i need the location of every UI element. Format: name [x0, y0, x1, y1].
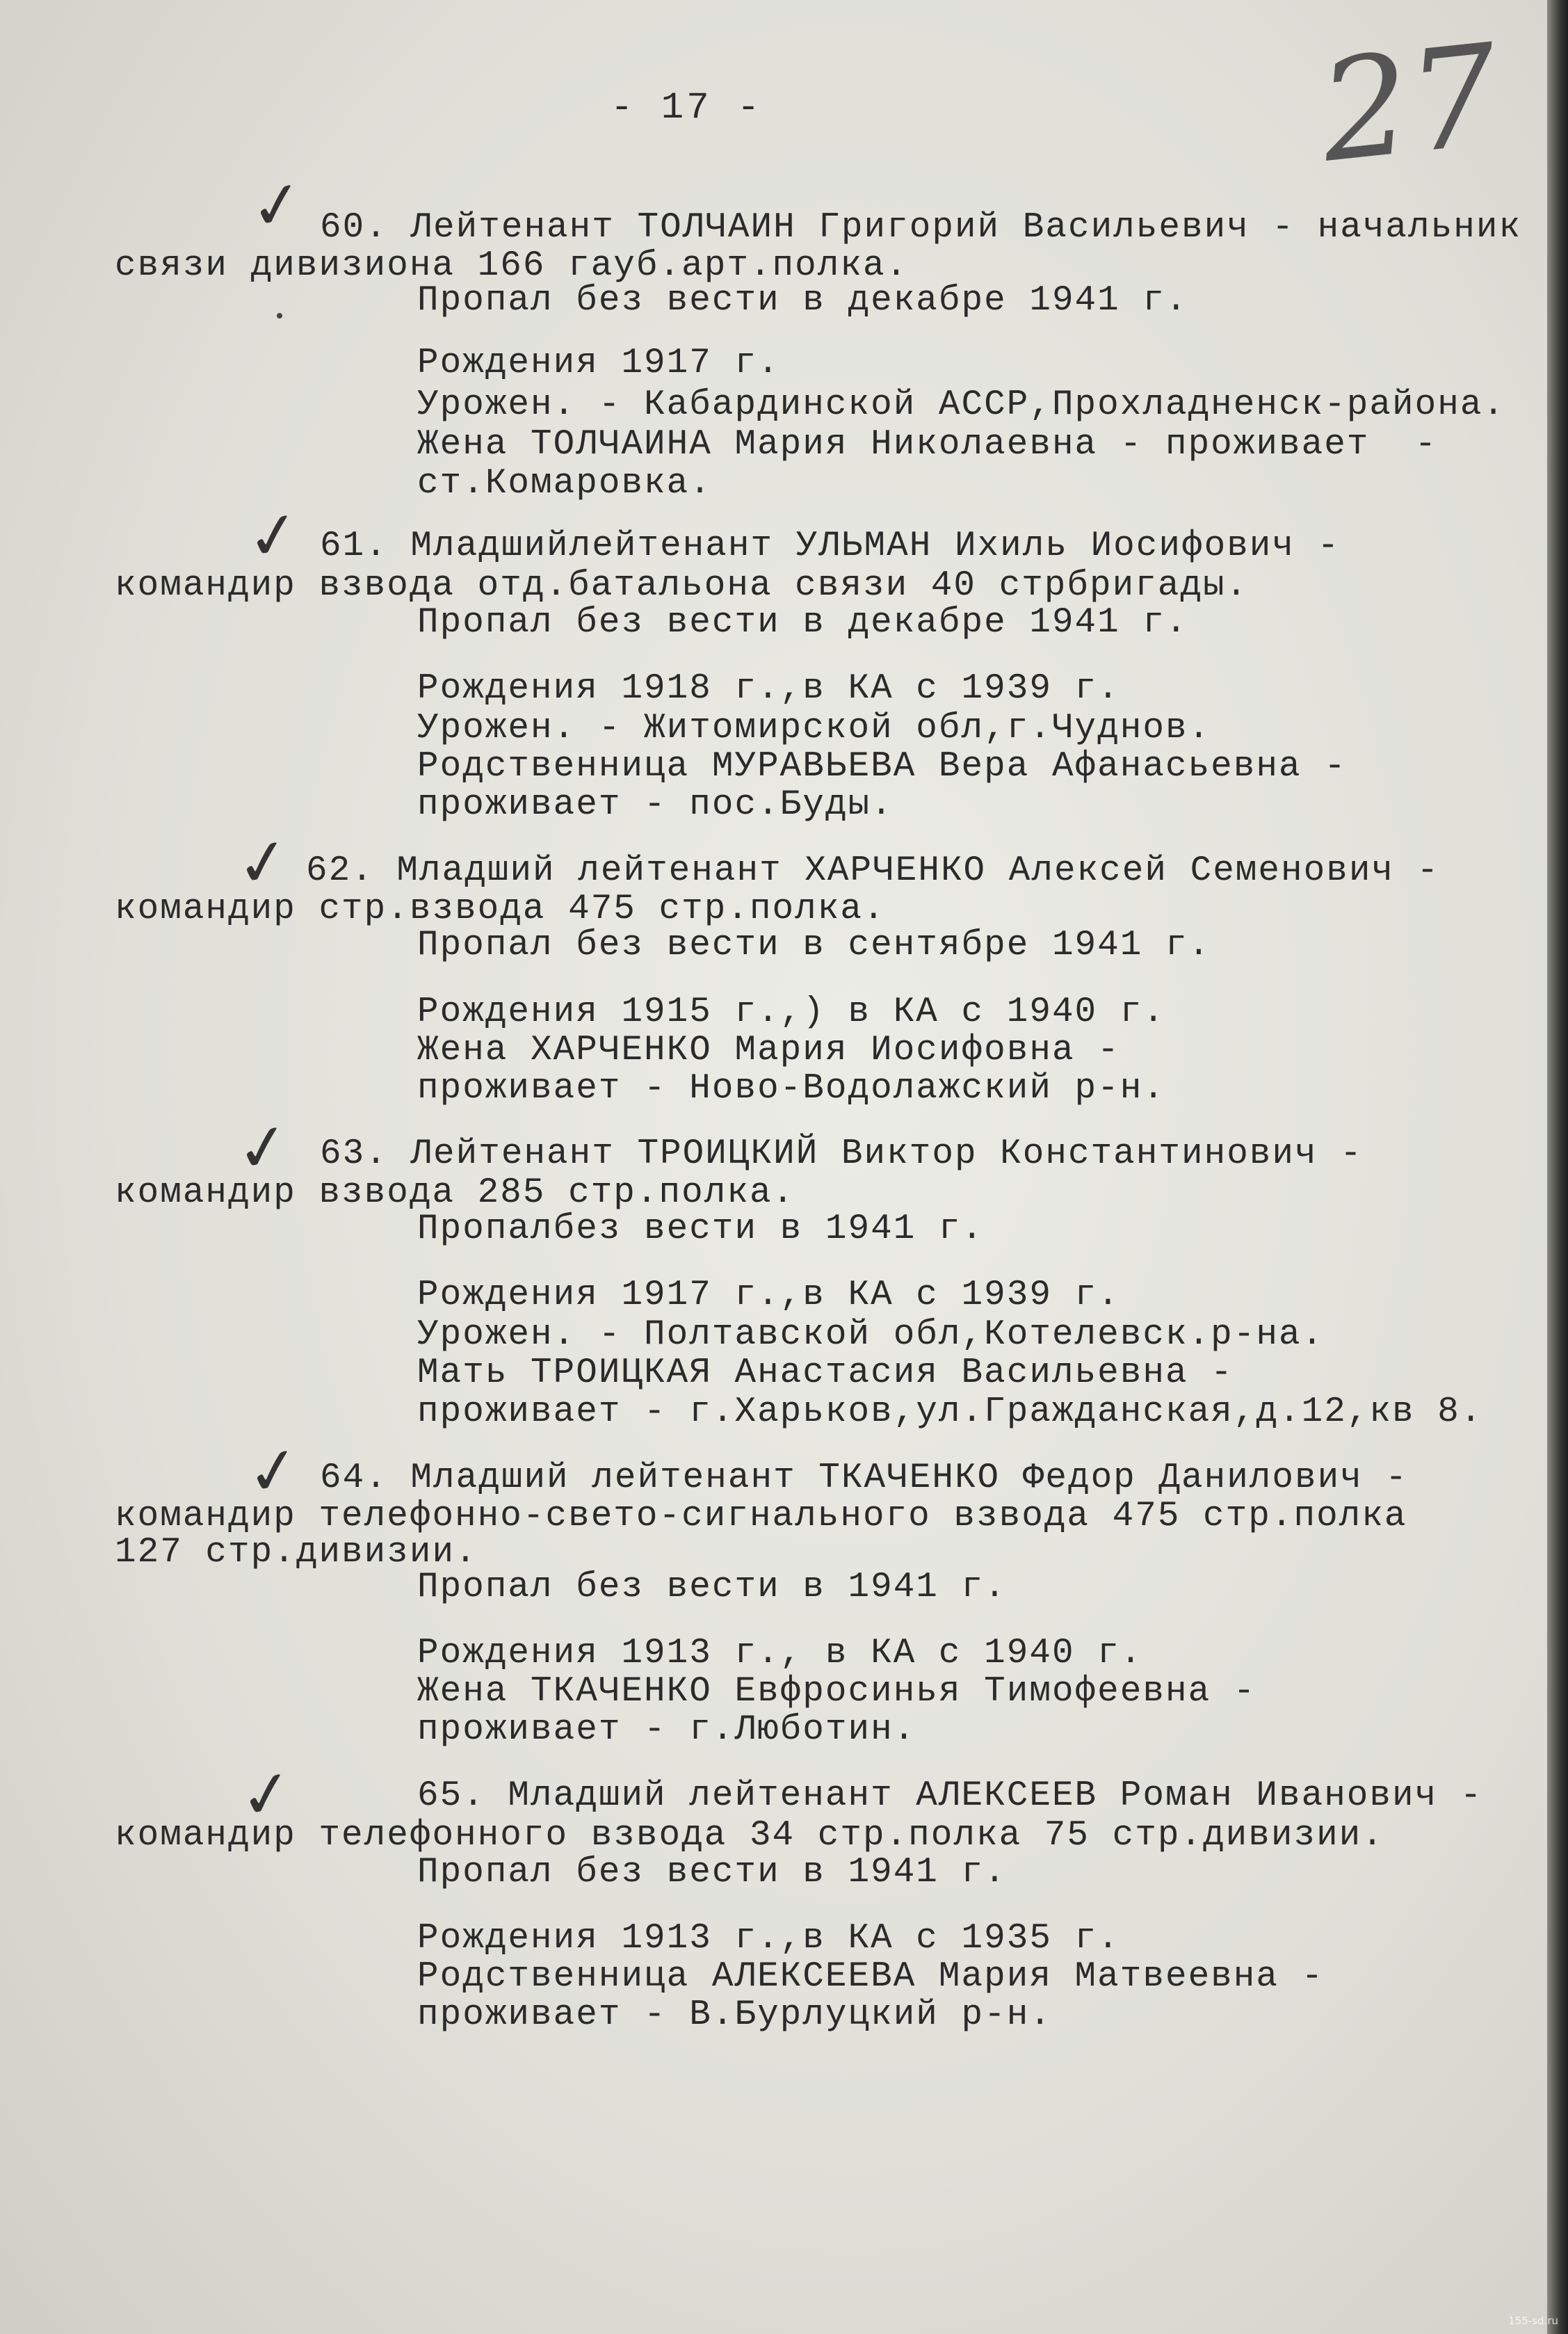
ink-dot — [277, 313, 282, 319]
entry-63-line-3: Пропалбез вести в 1941 г. — [417, 1209, 985, 1249]
entry-65-line-5: Родственница АЛЕКСЕЕВА Мария Матвеевна - — [417, 1957, 1325, 1997]
page-edge-shadow — [1547, 0, 1568, 2334]
entry-62-line-1: 62. Младший лейтенант ХАРЧЕНКО Алексей Семенович - — [306, 851, 1440, 891]
checkmark-icon: ✓ — [241, 1431, 306, 1512]
checkmark-icon: ✓ — [231, 822, 296, 903]
checkmark-icon: ✓ — [234, 1754, 299, 1835]
entry-60-line-4: Рождения 1917 г. — [417, 344, 780, 383]
entry-63-line-7: проживает - г.Харьков,ул.Гражданская,д.12,кв 8. — [417, 1392, 1483, 1432]
entry-64-line-2: командир телефонно-свето-сигнального взвода 475 стр.полка — [115, 1497, 1407, 1536]
entry-61-line-7: проживает - пос.Буды. — [417, 785, 894, 825]
entry-65-line-3: Пропал без вести в 1941 г. — [417, 1853, 1007, 1892]
entry-65-line-4: Рождения 1913 г.,в КА с 1935 г. — [417, 1919, 1120, 1958]
entry-62-line-6: проживает - Ново-Водолажский р-н. — [417, 1069, 1165, 1109]
entry-60-line-2: связи дивизиона 166 гауб.арт.полка. — [115, 246, 909, 286]
entry-61-line-4: Рождения 1918 г.,в КА с 1939 г. — [417, 669, 1120, 709]
entry-60-line-7: ст.Комаровка. — [417, 464, 712, 504]
entry-63-line-1: 63. Лейтенант ТРОИЦКИЙ Виктор Константинович - — [320, 1134, 1363, 1174]
entry-60-line-5: Урожен. - Кабардинской АССР,Прохладненск-района. — [417, 385, 1506, 425]
entry-64-line-3: 127 стр.дивизии. — [115, 1533, 478, 1572]
entry-65-line-2: командир телефонного взвода 34 стр.полка 75 стр.дивизии. — [115, 1816, 1384, 1856]
entry-64-line-1: 64. Младший лейтенант ТКАЧЕНКО Федор Данилович - — [320, 1458, 1409, 1498]
entry-62-line-3: Пропал без вести в сентябре 1941 г. — [417, 926, 1211, 965]
page-number: - 17 - — [611, 87, 763, 129]
checkmark-icon: ✓ — [241, 495, 306, 577]
checkmark-icon: ✓ — [231, 1107, 296, 1189]
entry-64-line-5: Рождения 1913 г., в КА с 1940 г. — [417, 1634, 1143, 1673]
entry-60-line-1: 60. Лейтенант ТОЛЧАИН Григорий Васильевич - начальник — [320, 208, 1522, 248]
entry-63-line-2: командир взвода 285 стр.полка. — [115, 1173, 795, 1213]
entry-62-line-5: Жена ХАРЧЕНКО Мария Иосифовна - — [417, 1031, 1120, 1070]
entry-63-line-6: Мать ТРОИЦКАЯ Анастасия Васильевна - — [417, 1353, 1234, 1393]
entry-62-line-4: Рождения 1915 г.,) в КА с 1940 г. — [417, 992, 1165, 1032]
entry-61-line-5: Урожен. - Житомирской обл,г.Чуднов. — [417, 709, 1211, 748]
entry-63-line-5: Урожен. - Полтавской обл,Котелевск.р-на. — [417, 1315, 1325, 1355]
entry-63-line-4: Рождения 1917 г.,в КА с 1939 г. — [417, 1275, 1120, 1315]
entry-60-line-3: Пропал без вести в декабре 1941 г. — [417, 281, 1188, 321]
checkmark-icon: ✓ — [245, 165, 309, 246]
entry-62-line-2: командир стр.взвода 475 стр.полка. — [115, 890, 886, 929]
entry-64-line-7: проживает - г.Люботин. — [417, 1710, 916, 1750]
entry-64-line-4: Пропал без вести в 1941 г. — [417, 1568, 1007, 1607]
entry-61-line-2: командир взвода отд.батальона связи 40 стрбригады. — [115, 566, 1249, 606]
entry-60-line-6: Жена ТОЛЧАИНА Мария Николаевна - проживает - — [417, 425, 1438, 465]
handwritten-folio-number: 27 — [1313, 14, 1506, 194]
entry-61-line-6: Родственница МУРАВЬЕВА Вера Афанасьевна - — [417, 747, 1347, 787]
entry-61-line-3: Пропал без вести в декабре 1941 г. — [417, 603, 1188, 643]
entry-65-line-1: 65. Младший лейтенант АЛЕКСЕЕВ Роман Иванович - — [417, 1776, 1483, 1816]
site-watermark: 155-sd.ru — [1508, 2315, 1558, 2327]
entry-61-line-1: 61. Младшийлейтенант УЛЬМАН Ихиль Иосифович - — [320, 526, 1341, 566]
entry-65-line-6: проживает - В.Бурлуцкий р-н. — [417, 1995, 1052, 2035]
entry-64-line-6: Жена ТКАЧЕНКО Евфросинья Тимофеевна - — [417, 1672, 1256, 1712]
